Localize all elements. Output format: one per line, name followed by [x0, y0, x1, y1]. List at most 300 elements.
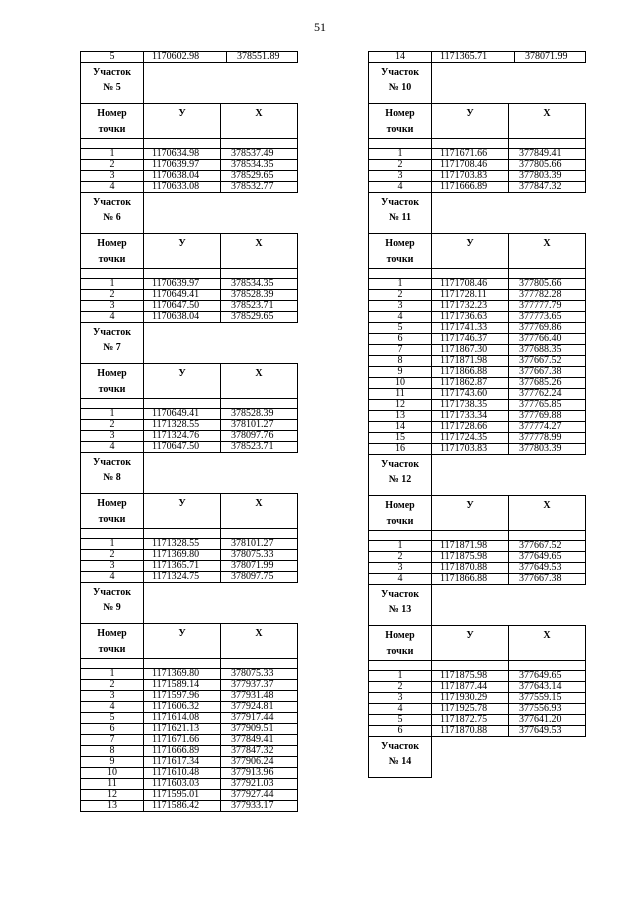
point-number: 3: [81, 171, 144, 182]
gap-cell: [432, 661, 509, 671]
point-number: 4: [369, 182, 432, 193]
point-number: 4: [369, 704, 432, 715]
table-row: [81, 713, 298, 724]
parcel-title: [81, 193, 144, 234]
table-row: [369, 726, 586, 737]
x-coordinate: 377766.40: [509, 334, 586, 345]
y-coordinate: 1171741.33: [432, 323, 509, 334]
header-gap-row: [81, 269, 298, 279]
point-number: 12: [81, 790, 144, 801]
y-coordinate: 1171708.46: [432, 279, 509, 290]
point-number: 1: [369, 149, 432, 160]
x-coordinate: 377649.53: [509, 726, 586, 737]
point-number: 5: [81, 713, 144, 724]
y-coordinate: 1171871.98: [432, 356, 509, 367]
table-row: [369, 411, 586, 422]
point-number: 5: [369, 715, 432, 726]
x-coordinate: 378075.33: [221, 669, 298, 680]
empty-cell: [432, 585, 586, 626]
table-row: [81, 279, 298, 290]
x-coordinate: 378523.71: [221, 442, 298, 453]
point-number: 3: [369, 171, 432, 182]
parcel-title-row: [369, 63, 586, 104]
y-coordinate: 1171875.98: [432, 552, 509, 563]
table-row: [369, 323, 586, 334]
x-coordinate: 377556.93: [509, 704, 586, 715]
header-y: У: [432, 104, 509, 139]
point-number: 4: [81, 442, 144, 453]
header-row: [369, 496, 586, 531]
y-coordinate: 1171875.98: [432, 671, 509, 682]
x-coordinate: 378097.75: [221, 572, 298, 583]
x-coordinate: 377559.15: [509, 693, 586, 704]
table-row: [369, 682, 586, 693]
point-number: 2: [369, 552, 432, 563]
header-y: У: [432, 626, 509, 661]
header-text: точки: [386, 254, 414, 265]
header-point-number: [81, 234, 144, 269]
header-x: Х: [509, 496, 586, 531]
y-coordinate: 1171870.88: [432, 726, 509, 737]
coordinate-table: [80, 582, 298, 812]
point-number: 4: [81, 702, 144, 713]
gap-cell: [509, 661, 586, 671]
header-text: точки: [386, 516, 414, 527]
coordinate-table: [368, 736, 586, 778]
y-coordinate: 1171621.13: [144, 724, 221, 735]
x-coordinate: 377931.48: [221, 691, 298, 702]
header-gap-row: [369, 139, 586, 149]
y-coordinate: 1171728.66: [432, 422, 509, 433]
header-row: [369, 626, 586, 661]
table-row: [369, 400, 586, 411]
y-coordinate: 1171324.75: [144, 572, 221, 583]
header-point-number: [81, 364, 144, 399]
header-row: [369, 234, 586, 269]
point-number: 4: [369, 312, 432, 323]
y-coordinate: 1171597.96: [144, 691, 221, 702]
x-coordinate: 377906.24: [221, 757, 298, 768]
parcel-title: [369, 193, 432, 234]
header-text: Номер: [97, 628, 127, 639]
y-coordinate: 1170602.98: [144, 52, 227, 63]
point-number: 2: [81, 160, 144, 171]
x-coordinate: 377913.96: [221, 768, 298, 779]
header-gap-row: [81, 139, 298, 149]
y-coordinate: 1171862.87: [432, 378, 509, 389]
table-row: [81, 757, 298, 768]
header-x: Х: [221, 104, 298, 139]
y-coordinate: 1170649.41: [144, 290, 221, 301]
parcel-title-row: [81, 193, 298, 234]
table-row: [81, 561, 298, 572]
parcel-title-row: [81, 583, 298, 624]
point-number: 7: [369, 345, 432, 356]
left-column: [80, 52, 298, 812]
y-coordinate: 1171708.46: [432, 160, 509, 171]
header-point-number: [81, 494, 144, 529]
header-y: У: [144, 364, 221, 399]
point-number: 12: [369, 400, 432, 411]
header-gap-row: [81, 659, 298, 669]
header-point-number: [369, 496, 432, 531]
x-coordinate: 377924.81: [221, 702, 298, 713]
header-y: У: [144, 494, 221, 529]
point-number: 1: [81, 149, 144, 160]
x-coordinate: 377769.88: [509, 411, 586, 422]
parcel-title-line: Участок: [93, 197, 131, 208]
coordinate-table: [368, 584, 586, 737]
table-row: [81, 182, 298, 193]
y-coordinate: 1171930.29: [432, 693, 509, 704]
y-coordinate: 1170638.04: [144, 171, 221, 182]
gap-cell: [221, 399, 298, 409]
header-point-number: [369, 104, 432, 139]
x-coordinate: 378097.76: [221, 431, 298, 442]
x-coordinate: 377805.66: [509, 160, 586, 171]
point-number: 3: [81, 301, 144, 312]
x-coordinate: 378071.99: [515, 52, 586, 63]
table-row: [369, 574, 586, 585]
coordinate-table: [368, 454, 586, 585]
empty-cell: [432, 737, 587, 778]
y-coordinate: 1171595.01: [144, 790, 221, 801]
point-number: 3: [81, 561, 144, 572]
parcel-title-line: № 11: [389, 212, 411, 223]
x-coordinate: 377847.32: [509, 182, 586, 193]
table-row: [369, 182, 586, 193]
header-gap-row: [369, 531, 586, 541]
empty-cell: [432, 193, 586, 234]
y-coordinate: 1171369.80: [144, 669, 221, 680]
parcel-title-line: Участок: [93, 457, 131, 468]
parcel-title-line: Участок: [93, 587, 131, 598]
y-coordinate: 1170647.50: [144, 442, 221, 453]
x-coordinate: 378071.99: [221, 561, 298, 572]
parcel-title: [369, 455, 432, 496]
point-number: 7: [81, 735, 144, 746]
point-number: 6: [81, 724, 144, 735]
header-row: [369, 104, 586, 139]
parcel-title-line: Участок: [381, 741, 419, 752]
header-point-number: [81, 624, 144, 659]
x-coordinate: 377909.51: [221, 724, 298, 735]
coordinate-table: [368, 62, 586, 193]
y-coordinate: 1171365.71: [432, 52, 515, 63]
point-number: 2: [369, 160, 432, 171]
x-coordinate: 378532.77: [221, 182, 298, 193]
header-text: Номер: [385, 500, 415, 511]
x-coordinate: 377643.14: [509, 682, 586, 693]
table-row: [369, 356, 586, 367]
parcel-title: [81, 323, 144, 364]
parcel-title-row: [369, 193, 586, 234]
point-number: 11: [369, 389, 432, 400]
table-row: [369, 301, 586, 312]
point-number: 9: [81, 757, 144, 768]
table-row: [81, 312, 298, 323]
coordinate-table: [80, 192, 298, 323]
empty-cell: [144, 323, 298, 364]
point-number: 9: [369, 367, 432, 378]
header-point-number: [369, 626, 432, 661]
x-coordinate: 378534.35: [221, 160, 298, 171]
header-text: Номер: [385, 630, 415, 641]
point-number: 14: [369, 52, 432, 63]
header-x: Х: [221, 624, 298, 659]
header-y: У: [144, 624, 221, 659]
header-text: Номер: [97, 108, 127, 119]
empty-cell: [144, 583, 298, 624]
header-point-number: [369, 234, 432, 269]
coordinate-table: [368, 192, 586, 455]
y-coordinate: 1171671.66: [432, 149, 509, 160]
gap-cell: [144, 659, 221, 669]
y-coordinate: 1171586.42: [144, 801, 221, 812]
header-y: У: [144, 234, 221, 269]
point-number: 6: [369, 334, 432, 345]
header-row: [81, 364, 298, 399]
y-coordinate: 1171666.89: [144, 746, 221, 757]
gap-cell: [509, 269, 586, 279]
x-coordinate: 377688.35: [509, 345, 586, 356]
y-coordinate: 1171866.88: [432, 367, 509, 378]
table-row: [369, 149, 586, 160]
empty-cell: [432, 63, 586, 104]
header-gap-row: [81, 529, 298, 539]
table-row: [369, 312, 586, 323]
page-number: 51: [314, 20, 326, 34]
parcel-title-line: Участок: [381, 589, 419, 600]
x-coordinate: 378529.65: [221, 171, 298, 182]
parcel-title-line: Участок: [93, 327, 131, 338]
table-row: [81, 790, 298, 801]
header-text: точки: [386, 646, 414, 657]
header-row: [81, 624, 298, 659]
y-coordinate: 1171736.63: [432, 312, 509, 323]
point-number: 6: [369, 726, 432, 737]
x-coordinate: 377917.44: [221, 713, 298, 724]
coordinate-table: [80, 62, 298, 193]
header-text: точки: [98, 124, 126, 135]
parcel-title-line: № 9: [103, 602, 121, 613]
table-row: [81, 768, 298, 779]
empty-cell: [144, 453, 298, 494]
table-row: [369, 378, 586, 389]
x-coordinate: 377769.86: [509, 323, 586, 334]
point-number: 1: [81, 409, 144, 420]
gap-cell: [144, 529, 221, 539]
coordinate-table: [80, 322, 298, 453]
header-x: Х: [509, 234, 586, 269]
table-row: [369, 389, 586, 400]
gap-cell: [221, 269, 298, 279]
gap-cell: [221, 659, 298, 669]
right-column: [368, 52, 586, 778]
y-coordinate: 1171733.34: [432, 411, 509, 422]
y-coordinate: 1171746.37: [432, 334, 509, 345]
parcel-title-line: Участок: [381, 197, 419, 208]
table-row: [369, 345, 586, 356]
x-coordinate: 377849.41: [509, 149, 586, 160]
x-coordinate: 378537.49: [221, 149, 298, 160]
parcel-title: [81, 63, 144, 104]
y-coordinate: 1171867.30: [432, 345, 509, 356]
point-number: 4: [81, 312, 144, 323]
table-row: [81, 724, 298, 735]
y-coordinate: 1170638.04: [144, 312, 221, 323]
y-coordinate: 1171610.48: [144, 768, 221, 779]
table-row: [81, 420, 298, 431]
header-text: точки: [98, 514, 126, 525]
table-row: [81, 171, 298, 182]
y-coordinate: 1171728.11: [432, 290, 509, 301]
header-y: У: [432, 234, 509, 269]
x-coordinate: 377774.27: [509, 422, 586, 433]
y-coordinate: 1171738.35: [432, 400, 509, 411]
header-row: [81, 104, 298, 139]
point-number: 2: [369, 290, 432, 301]
gap-cell: [432, 531, 509, 541]
parcel-title-row: [369, 737, 587, 778]
parcel-title-row: [369, 585, 586, 626]
parcel-title-row: [81, 63, 298, 104]
header-text: точки: [98, 644, 126, 655]
parcel-title: [81, 453, 144, 494]
parcel-title-row: [81, 323, 298, 364]
y-coordinate: 1170649.41: [144, 409, 221, 420]
gap-cell: [369, 661, 432, 671]
point-number: 1: [81, 539, 144, 550]
x-coordinate: 378523.71: [221, 301, 298, 312]
table-row: [369, 52, 586, 63]
table-row: [369, 671, 586, 682]
x-coordinate: 377921.03: [221, 779, 298, 790]
x-coordinate: 377773.65: [509, 312, 586, 323]
table-row: [81, 290, 298, 301]
point-number: 4: [369, 574, 432, 585]
gap-cell: [81, 659, 144, 669]
table-row: [369, 563, 586, 574]
y-coordinate: 1171732.23: [432, 301, 509, 312]
point-number: 3: [369, 301, 432, 312]
header-gap-row: [369, 269, 586, 279]
coordinate-table: [80, 51, 298, 63]
point-number: 4: [81, 182, 144, 193]
x-coordinate: 377667.52: [509, 356, 586, 367]
point-number: 3: [369, 563, 432, 574]
header-y: У: [432, 496, 509, 531]
table-row: [81, 52, 298, 63]
x-coordinate: 377778.99: [509, 433, 586, 444]
gap-cell: [369, 139, 432, 149]
y-coordinate: 1170639.97: [144, 160, 221, 171]
point-number: 2: [81, 290, 144, 301]
gap-cell: [509, 531, 586, 541]
point-number: 10: [369, 378, 432, 389]
parcel-title: [81, 583, 144, 624]
y-coordinate: 1170647.50: [144, 301, 221, 312]
gap-cell: [432, 269, 509, 279]
table-row: [369, 541, 586, 552]
table-row: [81, 680, 298, 691]
table-row: [81, 691, 298, 702]
header-text: точки: [98, 254, 126, 265]
y-coordinate: 1171871.98: [432, 541, 509, 552]
y-coordinate: 1171703.83: [432, 171, 509, 182]
gap-cell: [81, 139, 144, 149]
point-number: 1: [81, 669, 144, 680]
y-coordinate: 1170639.97: [144, 279, 221, 290]
y-coordinate: 1171724.35: [432, 433, 509, 444]
x-coordinate: 377762.24: [509, 389, 586, 400]
x-coordinate: 378551.89: [227, 52, 298, 63]
table-row: [369, 422, 586, 433]
x-coordinate: 378075.33: [221, 550, 298, 561]
point-number: 13: [369, 411, 432, 422]
table-row: [369, 715, 586, 726]
table-row: [81, 746, 298, 757]
header-text: Номер: [97, 498, 127, 509]
empty-cell: [144, 193, 298, 234]
table-row: [369, 279, 586, 290]
table-row: [81, 550, 298, 561]
table-row: [81, 301, 298, 312]
header-y: У: [144, 104, 221, 139]
x-coordinate: 377649.65: [509, 671, 586, 682]
x-coordinate: 377765.85: [509, 400, 586, 411]
table-row: [369, 171, 586, 182]
x-coordinate: 377667.38: [509, 367, 586, 378]
header-text: точки: [386, 124, 414, 135]
point-number: 2: [81, 680, 144, 691]
y-coordinate: 1171614.08: [144, 713, 221, 724]
header-gap-row: [369, 661, 586, 671]
y-coordinate: 1171606.32: [144, 702, 221, 713]
x-coordinate: 377777.79: [509, 301, 586, 312]
gap-cell: [144, 399, 221, 409]
point-number: 2: [369, 682, 432, 693]
parcel-title: [369, 737, 432, 778]
x-coordinate: 378528.39: [221, 409, 298, 420]
y-coordinate: 1171666.89: [432, 182, 509, 193]
header-x: Х: [221, 494, 298, 529]
x-coordinate: 377667.38: [509, 574, 586, 585]
y-coordinate: 1171703.83: [432, 444, 509, 455]
y-coordinate: 1171866.88: [432, 574, 509, 585]
point-number: 10: [81, 768, 144, 779]
header-x: Х: [509, 104, 586, 139]
table-row: [369, 290, 586, 301]
header-x: Х: [221, 364, 298, 399]
parcel-title-line: № 14: [388, 756, 412, 767]
x-coordinate: 377805.66: [509, 279, 586, 290]
gap-cell: [369, 269, 432, 279]
y-coordinate: 1170634.98: [144, 149, 221, 160]
table-row: [81, 409, 298, 420]
parcel-title: [369, 585, 432, 626]
gap-cell: [144, 139, 221, 149]
y-coordinate: 1171872.75: [432, 715, 509, 726]
y-coordinate: 1171328.55: [144, 539, 221, 550]
y-coordinate: 1171603.03: [144, 779, 221, 790]
y-coordinate: 1171324.76: [144, 431, 221, 442]
table-row: [81, 442, 298, 453]
x-coordinate: 377803.39: [509, 171, 586, 182]
table-row: [81, 149, 298, 160]
y-coordinate: 1171925.78: [432, 704, 509, 715]
y-coordinate: 1171617.34: [144, 757, 221, 768]
